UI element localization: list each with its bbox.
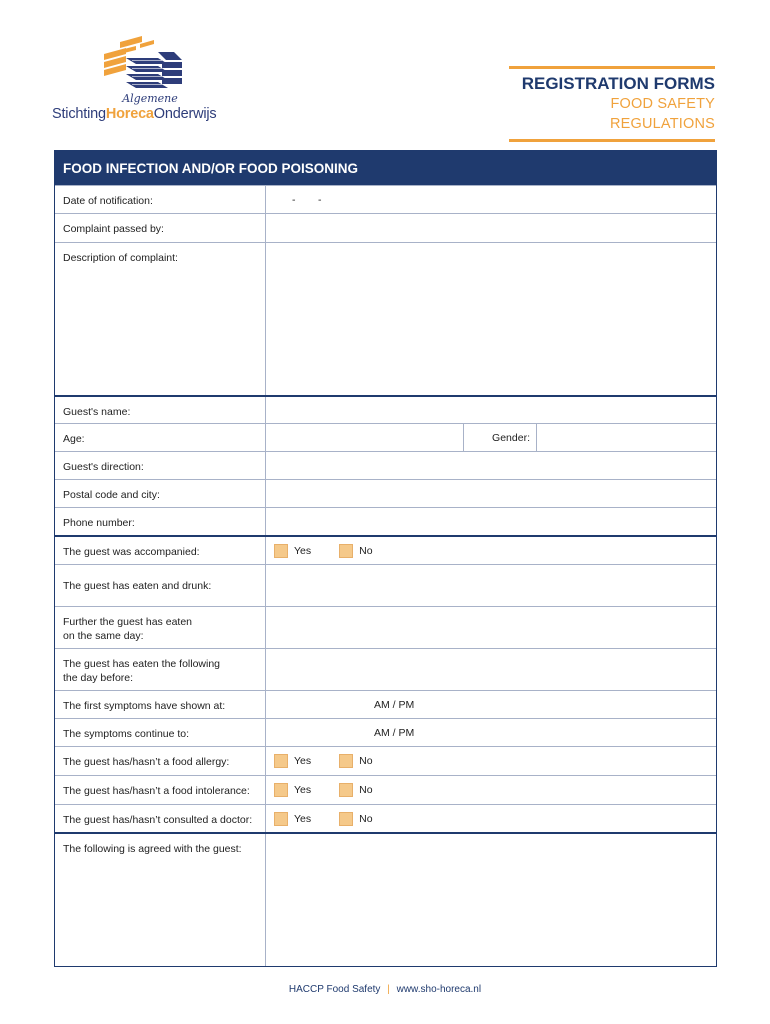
- row-doctor: [55, 804, 716, 832]
- no-label: No: [359, 544, 373, 557]
- first-symptoms-label: The first symptoms have shown at:: [63, 700, 226, 712]
- checkbox-icon[interactable]: [339, 544, 353, 558]
- agreed-field[interactable]: [265, 834, 716, 966]
- gender-label: Gender:: [464, 424, 537, 451]
- document-header: [509, 66, 715, 142]
- phone-label: Phone number:: [63, 517, 135, 529]
- direction-field[interactable]: [265, 452, 716, 479]
- row-accompanied: [55, 535, 716, 564]
- logo-name-right: Onderwijs: [153, 106, 217, 122]
- intolerance-yes-option[interactable]: [274, 783, 311, 797]
- doctor-no-option[interactable]: [339, 812, 372, 826]
- row-date: [55, 185, 716, 213]
- checkbox-icon[interactable]: [339, 812, 353, 826]
- phone-field[interactable]: [265, 508, 716, 535]
- stacked-books-logo-icon: [96, 36, 192, 94]
- row-postal: [55, 479, 716, 507]
- description-label: Description of complaint:: [63, 252, 178, 264]
- row-eaten: [55, 564, 716, 606]
- allergy-label: The guest has/hasn’t a food allergy:: [63, 756, 230, 768]
- row-first-symptoms: [55, 690, 716, 718]
- day-before-field[interactable]: [265, 649, 716, 690]
- logo-script-text: Algemene: [122, 92, 178, 105]
- doctor-yes-option[interactable]: [274, 812, 311, 826]
- guest-name-field[interactable]: [265, 397, 716, 423]
- allergy-options: [265, 747, 716, 775]
- row-guest-name: [55, 395, 716, 423]
- checkbox-icon[interactable]: [339, 754, 353, 768]
- row-allergy: [55, 746, 716, 775]
- doctor-label: The guest has/hasn’t consulted a doctor:: [63, 814, 253, 826]
- complaint-by-field[interactable]: [265, 214, 716, 242]
- date-separator-1: -: [292, 194, 296, 206]
- footer-left: HACCP Food Safety: [288, 984, 381, 995]
- accompanied-yes-option[interactable]: [274, 544, 311, 558]
- form-title: FOOD INFECTION AND/OR FOOD POISONING: [55, 151, 716, 185]
- row-direction: [55, 451, 716, 479]
- intolerance-label: The guest has/hasn’t a food intolerance:: [63, 785, 250, 797]
- date-label: Date of notification:: [63, 195, 153, 207]
- checkbox-icon[interactable]: [274, 754, 288, 768]
- complaint-by-label: Complaint passed by:: [63, 223, 164, 235]
- postal-label: Postal code and city:: [63, 489, 160, 501]
- registration-form: [54, 150, 717, 967]
- ampm-text: AM / PM: [374, 726, 415, 739]
- allergy-yes-option[interactable]: [274, 754, 311, 768]
- no-label: No: [359, 755, 373, 767]
- date-field[interactable]: [265, 186, 716, 213]
- eaten-field[interactable]: [265, 565, 716, 606]
- further-label: [55, 607, 265, 648]
- sho-logo: [52, 36, 232, 132]
- continue-field[interactable]: [265, 719, 716, 746]
- intolerance-no-option[interactable]: [339, 783, 372, 797]
- allergy-no-option[interactable]: [339, 754, 372, 768]
- checkbox-icon[interactable]: [274, 812, 288, 826]
- day-before-label-line-2: the day before:: [63, 672, 134, 684]
- age-gender-cell: [265, 424, 716, 451]
- gender-field[interactable]: [537, 424, 716, 451]
- header-title: REGISTRATION FORMS: [521, 74, 715, 93]
- yes-label: Yes: [294, 544, 312, 557]
- age-field[interactable]: [266, 424, 464, 451]
- direction-label: Guest's direction:: [63, 461, 144, 473]
- day-before-label: [55, 649, 265, 690]
- checkbox-icon[interactable]: [274, 783, 288, 797]
- accompanied-no-option[interactable]: [339, 544, 372, 558]
- logo-name: [52, 106, 216, 122]
- ampm-text: AM / PM: [374, 698, 415, 711]
- description-field[interactable]: [265, 243, 716, 395]
- logo-name-mid: Horeca: [105, 106, 154, 122]
- row-description: [55, 242, 716, 395]
- row-intolerance: [55, 775, 716, 804]
- agreed-label: The following is agreed with the guest:: [63, 843, 242, 855]
- further-label-line-2: on the same day:: [63, 630, 144, 642]
- row-agreed: [55, 832, 716, 966]
- row-phone: [55, 507, 716, 535]
- header-subtitle: FOOD SAFETY REGULATIONS: [609, 96, 715, 132]
- age-label: Age:: [63, 433, 85, 445]
- eaten-label: The guest has eaten and drunk:: [63, 580, 212, 592]
- checkbox-icon[interactable]: [339, 783, 353, 797]
- row-day-before: [55, 648, 716, 690]
- row-symptoms-continue: [55, 718, 716, 746]
- checkbox-icon[interactable]: [274, 544, 288, 558]
- footer-link[interactable]: www.sho-horeca.nl: [396, 984, 482, 995]
- doctor-options: [265, 805, 716, 832]
- no-label: No: [359, 812, 373, 825]
- accompanied-label: The guest was accompanied:: [63, 546, 200, 558]
- first-symptoms-field[interactable]: [265, 691, 716, 718]
- guest-name-label: Guest's name:: [63, 406, 131, 418]
- yes-label: Yes: [294, 784, 312, 796]
- logo-name-left: Stichting: [52, 106, 106, 122]
- intolerance-options: [265, 776, 716, 804]
- page-footer: [0, 984, 770, 995]
- footer-separator: |: [387, 984, 390, 995]
- day-before-label-line-1: The guest has eaten the following: [63, 658, 221, 670]
- date-separator-2: -: [318, 194, 322, 206]
- postal-field[interactable]: [265, 480, 716, 507]
- yes-label: Yes: [294, 812, 312, 825]
- no-label: No: [359, 784, 373, 796]
- further-label-line-1: Further the guest has eaten: [63, 616, 192, 628]
- continue-label: The symptoms continue to:: [63, 728, 190, 740]
- row-age-gender: [55, 423, 716, 451]
- accompanied-options: [265, 537, 716, 564]
- yes-label: Yes: [294, 755, 312, 767]
- row-complaint-by: [55, 213, 716, 242]
- further-field[interactable]: [265, 607, 716, 648]
- row-further: [55, 606, 716, 648]
